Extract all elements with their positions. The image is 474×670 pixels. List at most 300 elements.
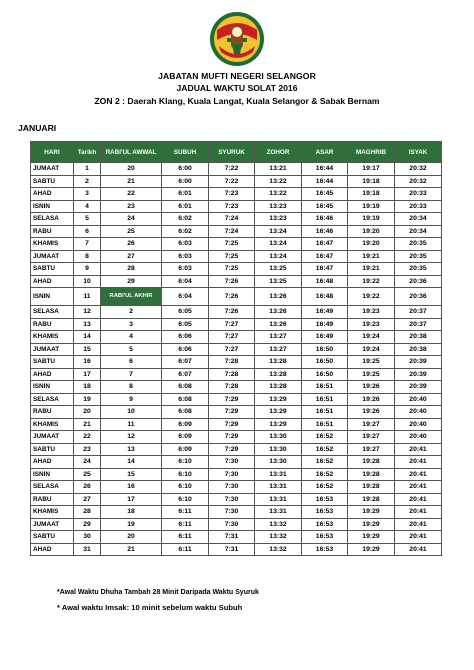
cell-subuh: 6:08 [162,406,209,419]
cell-hijri: 5 [101,343,162,356]
cell-zohor: 13:32 [255,543,302,556]
col-header-syuruk: SYURUK [209,142,255,163]
cell-syuruk: 7:30 [209,506,255,519]
cell-syuruk: 7:26 [209,275,255,288]
cell-isyak: 20:32 [395,175,442,188]
cell-asar: 16:47 [302,250,348,263]
cell-syuruk: 7:28 [209,368,255,381]
cell-subuh: 6:03 [162,250,209,263]
cell-isyak: 20:35 [395,263,442,276]
cell-zohor: 13:27 [255,343,302,356]
cell-isyak: 20:40 [395,406,442,419]
cell-syuruk: 7:23 [209,188,255,201]
cell-hari: KHAMIS [31,506,74,519]
cell-syuruk: 7:28 [209,381,255,394]
cell-hijri: 26 [101,238,162,251]
cell-zohor: 13:28 [255,356,302,369]
cell-syuruk: 7:29 [209,431,255,444]
cell-hari: SABTU [31,443,74,456]
cell-asar: 16:53 [302,531,348,544]
cell-hari: JUMAAT [31,163,74,176]
cell-isyak: 20:39 [395,368,442,381]
cell-asar: 16:52 [302,443,348,456]
table-row [31,225,442,238]
cell-maghrib: 19:21 [348,263,395,276]
table-row [31,531,442,544]
table-row [31,238,442,251]
cell-syuruk: 7:31 [209,543,255,556]
cell-maghrib: 19:17 [348,163,395,176]
cell-isyak: 20:41 [395,456,442,469]
table-row [31,318,442,331]
cell-hari: ISNIN [31,468,74,481]
cell-hari: SELASA [31,306,74,319]
cell-isyak: 20:41 [395,543,442,556]
cell-subuh: 6:06 [162,331,209,344]
table-row [31,443,442,456]
cell-subuh: 6:10 [162,456,209,469]
cell-hijri: 14 [101,456,162,469]
cell-maghrib: 19:22 [348,288,395,306]
cell-hijri: 11 [101,418,162,431]
cell-zohor: 13:23 [255,200,302,213]
cell-syuruk: 7:25 [209,238,255,251]
cell-isyak: 20:40 [395,418,442,431]
cell-asar: 16:51 [302,418,348,431]
cell-hari: KHAMIS [31,238,74,251]
cell-hijri: 9 [101,393,162,406]
cell-zohor: 13:24 [255,238,302,251]
cell-tarikh: 26 [74,481,101,494]
cell-maghrib: 19:20 [348,225,395,238]
cell-maghrib: 19:18 [348,188,395,201]
cell-syuruk: 7:29 [209,418,255,431]
cell-asar: 16:50 [302,343,348,356]
cell-hari: JUMAAT [31,518,74,531]
cell-tarikh: 20 [74,406,101,419]
cell-tarikh: 30 [74,531,101,544]
table-row [31,456,442,469]
cell-subuh: 6:11 [162,518,209,531]
cell-hijri: 22 [101,188,162,201]
cell-syuruk: 7:22 [209,175,255,188]
cell-hijri: 17 [101,493,162,506]
cell-maghrib: 19:28 [348,468,395,481]
cell-zohor: 13:30 [255,431,302,444]
table-row [31,506,442,519]
table-row [31,393,442,406]
cell-hari: SELASA [31,213,74,226]
cell-subuh: 6:08 [162,381,209,394]
cell-subuh: 6:07 [162,368,209,381]
cell-subuh: 6:09 [162,418,209,431]
cell-tarikh: 24 [74,456,101,469]
cell-hijri: 15 [101,468,162,481]
cell-tarikh: 6 [74,225,101,238]
col-header-tarikh: Tarikh [74,142,101,163]
cell-isyak: 20:32 [395,163,442,176]
cell-isyak: 20:39 [395,381,442,394]
cell-hari: SABTU [31,531,74,544]
cell-hijri: 16 [101,481,162,494]
cell-tarikh: 21 [74,418,101,431]
cell-zohor: 13:25 [255,275,302,288]
cell-zohor: 13:22 [255,188,302,201]
cell-asar: 16:49 [302,306,348,319]
cell-asar: 16:47 [302,263,348,276]
cell-tarikh: 11 [74,288,101,306]
cell-syuruk: 7:30 [209,493,255,506]
note-dhuha: *Awal Waktu Dhuha Tambah 28 Minit Daripada Waktu Syuruk [57,589,259,596]
cell-asar: 16:45 [302,188,348,201]
cell-subuh: 6:02 [162,213,209,226]
cell-asar: 16:44 [302,175,348,188]
cell-isyak: 20:41 [395,481,442,494]
cell-maghrib: 19:29 [348,543,395,556]
cell-zohor: 13:28 [255,381,302,394]
cell-isyak: 20:38 [395,343,442,356]
cell-hari: JUMAAT [31,343,74,356]
col-header-hari: HARI [31,142,74,163]
cell-zohor: 13:26 [255,306,302,319]
col-header-subuh: SUBUH [162,142,209,163]
cell-hari: AHAD [31,456,74,469]
cell-asar: 16:51 [302,393,348,406]
cell-hijri: 27 [101,250,162,263]
cell-asar: 16:53 [302,506,348,519]
cell-asar: 16:48 [302,288,348,306]
cell-asar: 16:52 [302,468,348,481]
cell-zohor: 13:31 [255,506,302,519]
cell-subuh: 6:11 [162,506,209,519]
cell-tarikh: 10 [74,275,101,288]
cell-zohor: 13:21 [255,163,302,176]
cell-syuruk: 7:24 [209,213,255,226]
jabatan-mufti-logo [207,10,267,68]
table-row [31,288,442,306]
table-row [31,331,442,344]
cell-hari: SABTU [31,175,74,188]
cell-syuruk: 7:27 [209,331,255,344]
cell-subuh: 6:09 [162,431,209,444]
cell-syuruk: 7:25 [209,263,255,276]
cell-maghrib: 19:25 [348,368,395,381]
cell-subuh: 6:10 [162,493,209,506]
cell-tarikh: 18 [74,381,101,394]
table-row [31,343,442,356]
cell-zohor: 13:26 [255,318,302,331]
table-row [31,381,442,394]
cell-isyak: 20:37 [395,306,442,319]
cell-hijri: 19 [101,518,162,531]
cell-syuruk: 7:30 [209,481,255,494]
cell-asar: 16:49 [302,318,348,331]
cell-hijri: 29 [101,275,162,288]
cell-syuruk: 7:23 [209,200,255,213]
cell-tarikh: 5 [74,213,101,226]
cell-hari: RABU [31,225,74,238]
cell-zohor: 13:24 [255,250,302,263]
cell-asar: 16:50 [302,368,348,381]
heading-title: JADUAL WAKTU SOLAT 2016 [176,83,298,93]
cell-tarikh: 19 [74,393,101,406]
cell-hijri: 28 [101,263,162,276]
cell-maghrib: 19:27 [348,418,395,431]
col-header-maghrib: MAGHRIB [348,142,395,163]
cell-zohor: 13:30 [255,456,302,469]
cell-maghrib: 19:22 [348,275,395,288]
cell-maghrib: 19:28 [348,493,395,506]
cell-hari: JUMAAT [31,431,74,444]
cell-hari: AHAD [31,188,74,201]
cell-tarikh: 3 [74,188,101,201]
cell-subuh: 6:04 [162,275,209,288]
cell-maghrib: 19:23 [348,318,395,331]
cell-tarikh: 17 [74,368,101,381]
cell-syuruk: 7:24 [209,225,255,238]
cell-tarikh: 12 [74,306,101,319]
cell-asar: 16:44 [302,163,348,176]
cell-isyak: 20:35 [395,250,442,263]
table-row [31,188,442,201]
month-label: JANUARI [18,123,57,133]
table-row [31,468,442,481]
table-row [31,406,442,419]
cell-hari: SABTU [31,356,74,369]
cell-maghrib: 19:27 [348,431,395,444]
prayer-times-table [30,141,442,556]
cell-asar: 16:52 [302,481,348,494]
cell-tarikh: 31 [74,543,101,556]
cell-hari: SABTU [31,263,74,276]
cell-maghrib: 19:28 [348,456,395,469]
cell-maghrib: 19:26 [348,381,395,394]
cell-hijri: 24 [101,213,162,226]
cell-asar: 16:46 [302,225,348,238]
cell-isyak: 20:41 [395,506,442,519]
cell-maghrib: 19:23 [348,306,395,319]
cell-hari: JUMAAT [31,250,74,263]
cell-isyak: 20:41 [395,531,442,544]
cell-subuh: 6:05 [162,318,209,331]
cell-subuh: 6:05 [162,306,209,319]
cell-tarikh: 9 [74,263,101,276]
cell-hijri: 23 [101,200,162,213]
cell-maghrib: 19:25 [348,356,395,369]
cell-tarikh: 15 [74,343,101,356]
cell-zohor: 13:31 [255,481,302,494]
cell-syuruk: 7:28 [209,356,255,369]
cell-tarikh: 1 [74,163,101,176]
cell-zohor: 13:30 [255,443,302,456]
cell-isyak: 20:38 [395,331,442,344]
cell-subuh: 6:00 [162,175,209,188]
cell-asar: 16:53 [302,493,348,506]
cell-hari: KHAMIS [31,418,74,431]
cell-isyak: 20:35 [395,238,442,251]
cell-zohor: 13:23 [255,213,302,226]
cell-tarikh: 27 [74,493,101,506]
table-row [31,356,442,369]
cell-asar: 16:52 [302,431,348,444]
table-row [31,431,442,444]
cell-hijri: 8 [101,381,162,394]
cell-zohor: 13:26 [255,288,302,306]
cell-zohor: 13:28 [255,368,302,381]
cell-maghrib: 19:24 [348,331,395,344]
cell-asar: 16:53 [302,518,348,531]
cell-hijri: 21 [101,543,162,556]
cell-hijri: 10 [101,406,162,419]
col-header-isyak: ISYAK [395,142,442,163]
cell-zohor: 13:24 [255,225,302,238]
table-row [31,368,442,381]
cell-tarikh: 16 [74,356,101,369]
cell-hijri: 13 [101,443,162,456]
cell-syuruk: 7:26 [209,288,255,306]
table-row [31,543,442,556]
cell-maghrib: 19:28 [348,481,395,494]
cell-isyak: 20:41 [395,518,442,531]
cell-subuh: 6:11 [162,543,209,556]
cell-syuruk: 7:26 [209,306,255,319]
cell-hijri: 3 [101,318,162,331]
cell-syuruk: 7:29 [209,393,255,406]
cell-hijri: 20 [101,163,162,176]
cell-isyak: 20:36 [395,275,442,288]
cell-subuh: 6:11 [162,531,209,544]
cell-asar: 16:50 [302,356,348,369]
cell-subuh: 6:09 [162,443,209,456]
cell-syuruk: 7:29 [209,443,255,456]
cell-tarikh: 4 [74,200,101,213]
table-row [31,306,442,319]
cell-syuruk: 7:30 [209,456,255,469]
table-row [31,493,442,506]
cell-maghrib: 19:29 [348,506,395,519]
cell-zohor: 13:31 [255,468,302,481]
cell-syuruk: 7:31 [209,531,255,544]
cell-hari: AHAD [31,543,74,556]
table-header-row [31,142,442,163]
cell-isyak: 20:41 [395,468,442,481]
cell-zohor: 13:29 [255,418,302,431]
cell-tarikh: 28 [74,506,101,519]
table-body [31,163,442,556]
cell-subuh: 6:01 [162,188,209,201]
cell-maghrib: 19:19 [348,213,395,226]
cell-isyak: 20:33 [395,200,442,213]
cell-syuruk: 7:27 [209,343,255,356]
cell-hijri: 20 [101,531,162,544]
table-row [31,418,442,431]
table-row [31,175,442,188]
cell-tarikh: 14 [74,331,101,344]
cell-hijri: RABI'UL AKHIR [101,288,162,306]
cell-hijri: 25 [101,225,162,238]
cell-hijri: 2 [101,306,162,319]
cell-asar: 16:46 [302,213,348,226]
cell-hari: RABU [31,493,74,506]
cell-maghrib: 19:24 [348,343,395,356]
cell-hari: AHAD [31,275,74,288]
cell-isyak: 20:37 [395,318,442,331]
cell-zohor: 13:32 [255,518,302,531]
cell-syuruk: 7:22 [209,163,255,176]
cell-hari: ISNIN [31,381,74,394]
heading-organisation: JABATAN MUFTI NEGERI SELANGOR [158,71,316,81]
cell-subuh: 6:00 [162,163,209,176]
table-row [31,163,442,176]
col-header-zohor: ZOHOR [255,142,302,163]
cell-isyak: 20:34 [395,213,442,226]
cell-zohor: 13:32 [255,531,302,544]
cell-hari: RABU [31,406,74,419]
cell-maghrib: 19:29 [348,531,395,544]
cell-hari: SELASA [31,393,74,406]
cell-tarikh: 25 [74,468,101,481]
cell-hari: ISNIN [31,200,74,213]
heading-zone: ZON 2 : Daerah Klang, Kuala Langat, Kuala Selangor & Sabak Bernam [94,96,380,106]
cell-syuruk: 7:30 [209,468,255,481]
cell-maghrib: 19:21 [348,250,395,263]
cell-hijri: 7 [101,368,162,381]
cell-hijri: 18 [101,506,162,519]
cell-syuruk: 7:29 [209,406,255,419]
cell-hari: RABU [31,318,74,331]
cell-zohor: 13:31 [255,493,302,506]
cell-isyak: 20:41 [395,443,442,456]
cell-asar: 16:51 [302,381,348,394]
cell-subuh: 6:06 [162,343,209,356]
cell-zohor: 13:22 [255,175,302,188]
cell-maghrib: 19:26 [348,406,395,419]
cell-subuh: 6:04 [162,288,209,306]
cell-subuh: 6:10 [162,468,209,481]
cell-syuruk: 7:30 [209,518,255,531]
cell-zohor: 13:29 [255,393,302,406]
cell-hari: AHAD [31,368,74,381]
cell-zohor: 13:29 [255,406,302,419]
cell-subuh: 6:03 [162,238,209,251]
cell-maghrib: 19:19 [348,200,395,213]
table-row [31,250,442,263]
table-row [31,213,442,226]
cell-asar: 16:52 [302,456,348,469]
cell-tarikh: 29 [74,518,101,531]
cell-hijri: 12 [101,431,162,444]
cell-asar: 16:48 [302,275,348,288]
cell-maghrib: 19:26 [348,393,395,406]
cell-syuruk: 7:27 [209,318,255,331]
cell-maghrib: 19:18 [348,175,395,188]
cell-tarikh: 7 [74,238,101,251]
cell-hijri: 6 [101,356,162,369]
cell-asar: 16:45 [302,200,348,213]
cell-syuruk: 7:25 [209,250,255,263]
cell-hijri: 4 [101,331,162,344]
cell-subuh: 6:07 [162,356,209,369]
table-row [31,263,442,276]
cell-tarikh: 22 [74,431,101,444]
table-row [31,481,442,494]
cell-tarikh: 23 [74,443,101,456]
cell-zohor: 13:27 [255,331,302,344]
table-row [31,275,442,288]
cell-maghrib: 19:27 [348,443,395,456]
cell-isyak: 20:41 [395,493,442,506]
cell-subuh: 6:08 [162,393,209,406]
